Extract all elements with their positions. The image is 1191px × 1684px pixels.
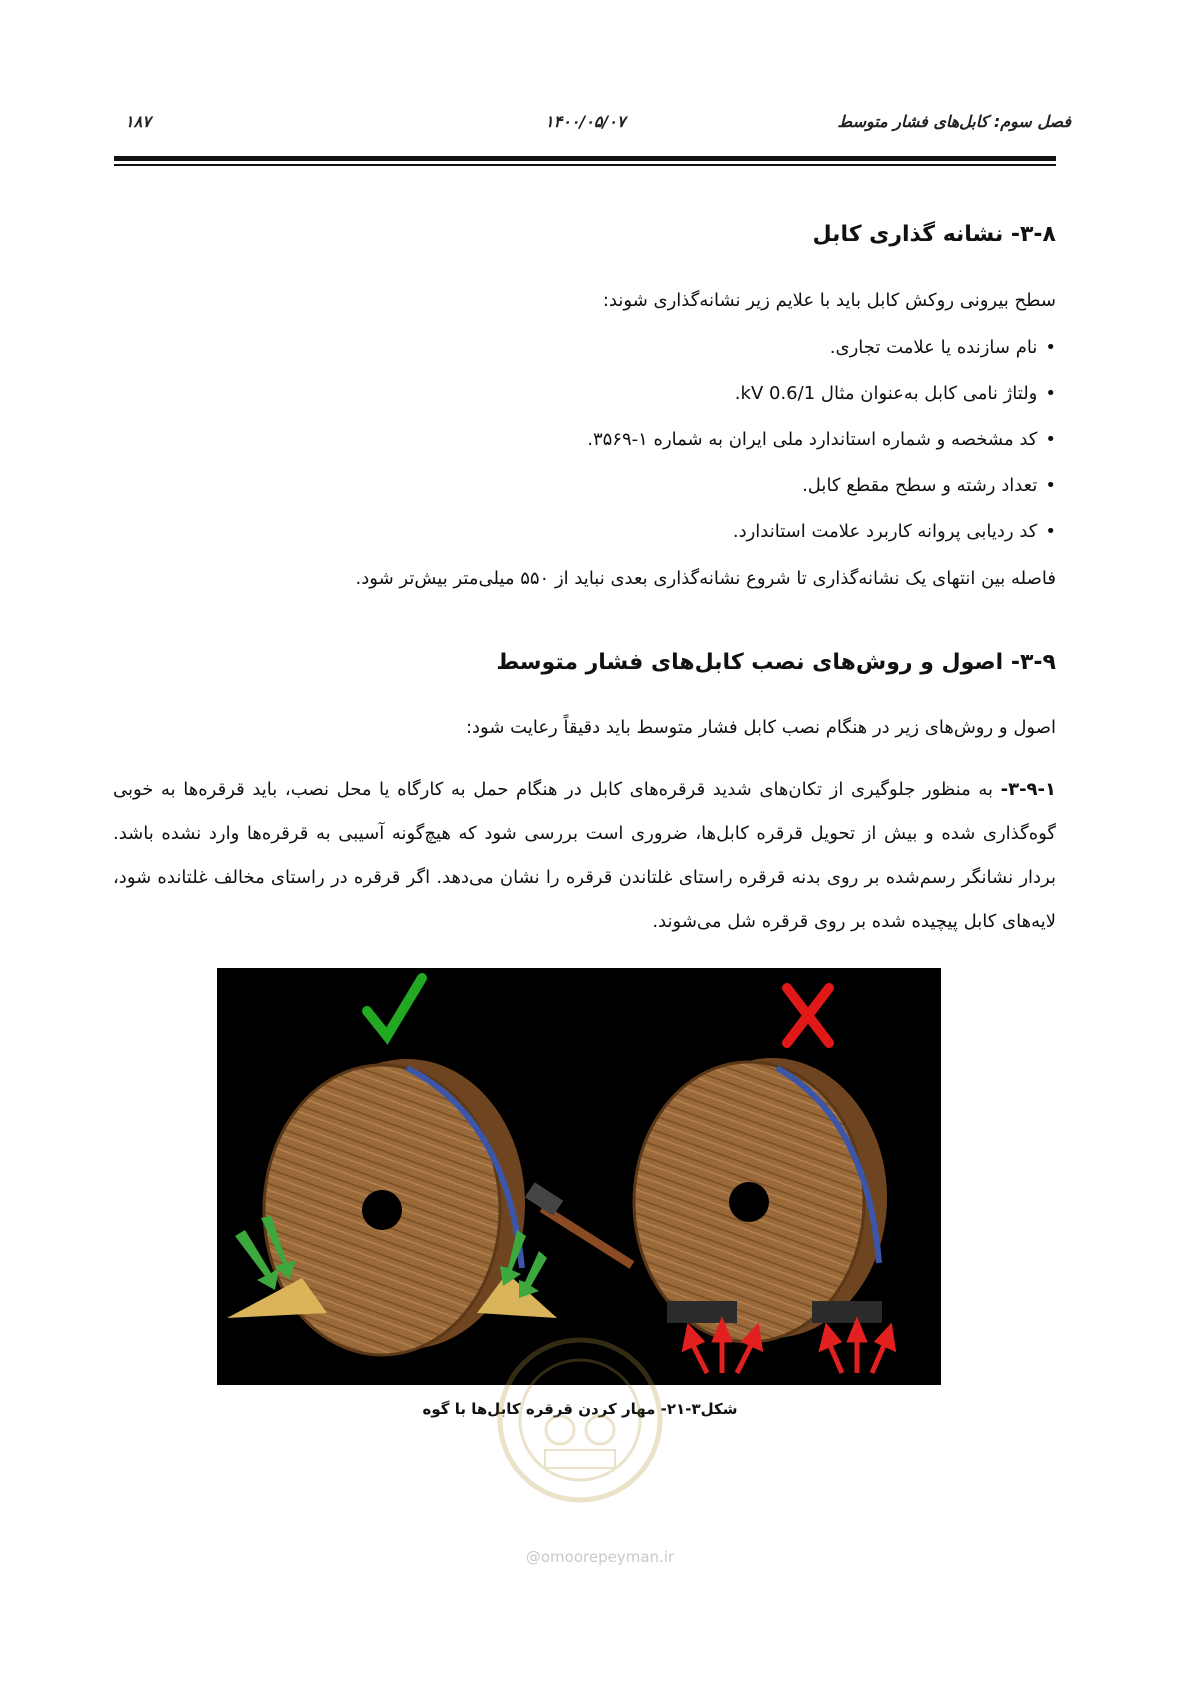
watermark-seal-logo bbox=[495, 1335, 665, 1505]
bullet-item: • ولتاژ نامی کابل به‌عنوان مثال 0.6/1 kV. bbox=[156, 381, 1056, 407]
header-divider-thin bbox=[114, 164, 1056, 166]
drum-hub bbox=[729, 1182, 769, 1222]
drum-hub bbox=[362, 1190, 402, 1230]
section-intro: اصول و روش‌های زیر در هنگام نصب کابل فشار متوسط باید دقیقاً رعایت شود: bbox=[465, 717, 1056, 738]
check-icon bbox=[367, 978, 422, 1036]
section-intro: سطح بیرونی روکش کابل باید با علایم زیر نشانه‌گذاری شوند: bbox=[602, 290, 1056, 311]
section-heading: ۳-۹- اصول و روش‌های نصب کابل‌های فشار متوسط bbox=[496, 650, 1056, 675]
flat-support-right bbox=[812, 1301, 882, 1323]
watermark-site: @omoorepeyman.ir bbox=[525, 1548, 675, 1566]
header-chapter-title: فصل سوم: کابل‌های فشار متوسط bbox=[837, 112, 1071, 131]
figure-cable-drum-wedging bbox=[217, 968, 941, 1385]
left-drum-correct bbox=[227, 978, 632, 1355]
subsection-number: ۳-۹-۱- bbox=[1000, 779, 1056, 800]
figure-illustration bbox=[217, 968, 941, 1385]
header-date: ۱۴۰۰/۰۵/۰۷ bbox=[545, 112, 626, 131]
bullet-item: • کد ردیابی پروانه کاربرد علامت استاندارد. bbox=[156, 519, 1056, 545]
figure-caption: شکل۳-۲۱- مهار کردن قرقره کابل‌ها با گوه bbox=[422, 1400, 738, 1418]
header-divider bbox=[114, 156, 1056, 161]
hammer-handle bbox=[542, 1208, 632, 1265]
bullet-item: • تعداد رشته و سطح مقطع کابل. bbox=[156, 473, 1056, 499]
header-page-number: ۱۸۷ bbox=[125, 112, 151, 131]
paragraph-text: به منظور جلوگیری از تکان‌های شدید قرقره‌های کابل در هنگام حمل به کارگاه یا محل نصب، باید قرقره‌ها به خوبی گوه‌گذاری شده و بیش از تحویل قرقره کابل‌ها، ضروری است بررسی شود که هیچ‌گونه آسیبی به قرقره‌ها وارد نشده باشد. بردار نشانگر رسم‌شده بر روی بدنه قرقره راستای غلتاندن قرقره را نشان می‌دهد. اگر قرقره در راستای مخالف غلتانده شود، لایه‌های کابل پیچیده شده بر روی قرقره شل می‌شوند. bbox=[113, 779, 1056, 932]
section-heading: ۳-۸- نشانه گذاری کابل bbox=[812, 222, 1056, 247]
cross-icon bbox=[787, 988, 829, 1043]
section-note: فاصله بین انتهای یک نشانه‌گذاری تا شروع نشانه‌گذاری بعدی نباید از ۵۵۰ میلی‌متر بیش‌تر شود. bbox=[355, 568, 1056, 589]
bullet-item: • نام سازنده یا علامت تجاری. bbox=[156, 335, 1056, 361]
flat-support-left bbox=[667, 1301, 737, 1323]
body-paragraph bbox=[113, 768, 1056, 944]
bullet-item: • کد مشخصه و شماره استاندارد ملی ایران به شماره ۱-۳۵۶۹. bbox=[156, 427, 1056, 453]
right-drum-wrong bbox=[634, 988, 893, 1373]
